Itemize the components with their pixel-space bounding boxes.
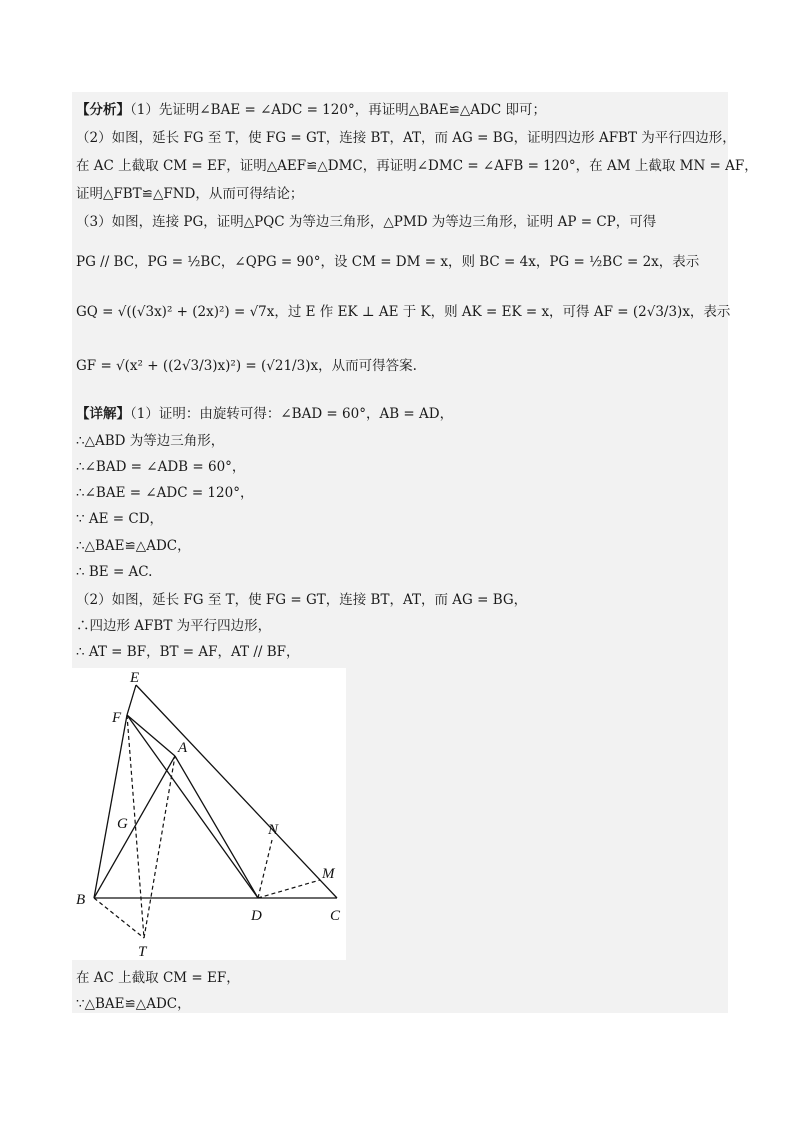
- label-C: C: [330, 908, 341, 924]
- analysis-heading: 【分析】: [76, 102, 130, 118]
- detail-line1: [76, 404, 453, 424]
- detail-line9: ∴四边形 AFBT 为平行四边形，: [76, 618, 272, 634]
- detail-line8: （2）如图，延长 FG 至 T，使 FG = GT，连接 BT，AT，而 AG = BG，: [76, 592, 528, 608]
- detail-line2: ∴△ABD 为等边三角形，: [76, 433, 225, 449]
- segment-fa: [127, 715, 175, 756]
- analysis-part3-line1: （3）如图，连接 PG，证明△PQC 为等边三角形，△PMD 为等边三角形，证明 AP = CP，可得: [76, 214, 657, 230]
- segment-dm: [258, 880, 320, 898]
- detail-line12: ∵△BAE≌△ADC，: [76, 996, 191, 1012]
- segment-bt: [94, 898, 144, 938]
- label-A: A: [178, 740, 188, 756]
- label-B: B: [76, 892, 86, 908]
- analysis-part3-line4: GF = √(x² + ((2√3/3)x)²) = (√21/3)x，从而可得答案.: [76, 358, 417, 374]
- detail-line3: ∴∠BAD = ∠ADB = 60°，: [76, 459, 246, 475]
- detail-line5: ∵ AE = CD，: [76, 511, 164, 527]
- segment-dn: [258, 840, 272, 898]
- detail-line10: ∴ AT = BF，BT = AF，AT // BF，: [76, 644, 300, 660]
- analysis-part2-line2: 在 AC 上截取 CM = EF，证明△AEF≌△DMC，再证明∠DMC = ∠AFB = 120°，在 AM 上截取 MN = AF，: [76, 158, 758, 174]
- detail-heading: 【详解】: [76, 406, 130, 422]
- label-N: N: [268, 822, 279, 838]
- label-T: T: [138, 944, 147, 960]
- detail-line1-text: （1）证明：由旋转可得：∠BAD = 60°，AB = AD，: [130, 406, 454, 422]
- segment-bf: [94, 715, 127, 898]
- label-G: G: [117, 816, 128, 832]
- analysis-part2-line1: （2）如图，延长 FG 至 T，使 FG = GT，连接 BT，AT，而 AG = BG，证明四边形 AFBT 为平行四边形，: [76, 130, 736, 146]
- detail-line6: ∴△BAE≌△ADC，: [76, 538, 191, 554]
- detail-line4: ∴∠BAE = ∠ADC = 120°，: [76, 485, 254, 501]
- analysis-part3-line2: PG // BC，PG = ½BC，∠QPG = 90°，设 CM = DM = x，则 BC = 4x，PG = ½BC = 2x，表示: [76, 254, 700, 270]
- label-F: F: [112, 710, 122, 726]
- label-E: E: [130, 670, 140, 686]
- segment-ad: [175, 756, 258, 898]
- label-D: D: [251, 908, 262, 924]
- segment-fe: [127, 685, 136, 715]
- analysis-part2-line3: 证明△FBT≌△FND，从而可得结论；: [76, 186, 304, 202]
- geometry-diagram: [72, 668, 346, 960]
- analysis-part1-text: （1）先证明∠BAE = ∠ADC = 120°，再证明△BAE≌△ADC 即可；: [130, 102, 546, 118]
- analysis-part1: [76, 100, 546, 120]
- geometry-figure: [72, 668, 346, 960]
- detail-line11: 在 AC 上截取 CM = EF，: [76, 970, 240, 986]
- segment-ec: [136, 685, 337, 898]
- label-M: M: [322, 866, 335, 882]
- detail-line7: ∴ BE = AC.: [76, 564, 153, 580]
- analysis-part3-line3: GQ = √((√3x)² + (2x)²) = √7x，过 E 作 EK ⊥ AE 于 K，则 AK = EK = x，可得 AF = (2√3/3)x，表示: [76, 304, 731, 320]
